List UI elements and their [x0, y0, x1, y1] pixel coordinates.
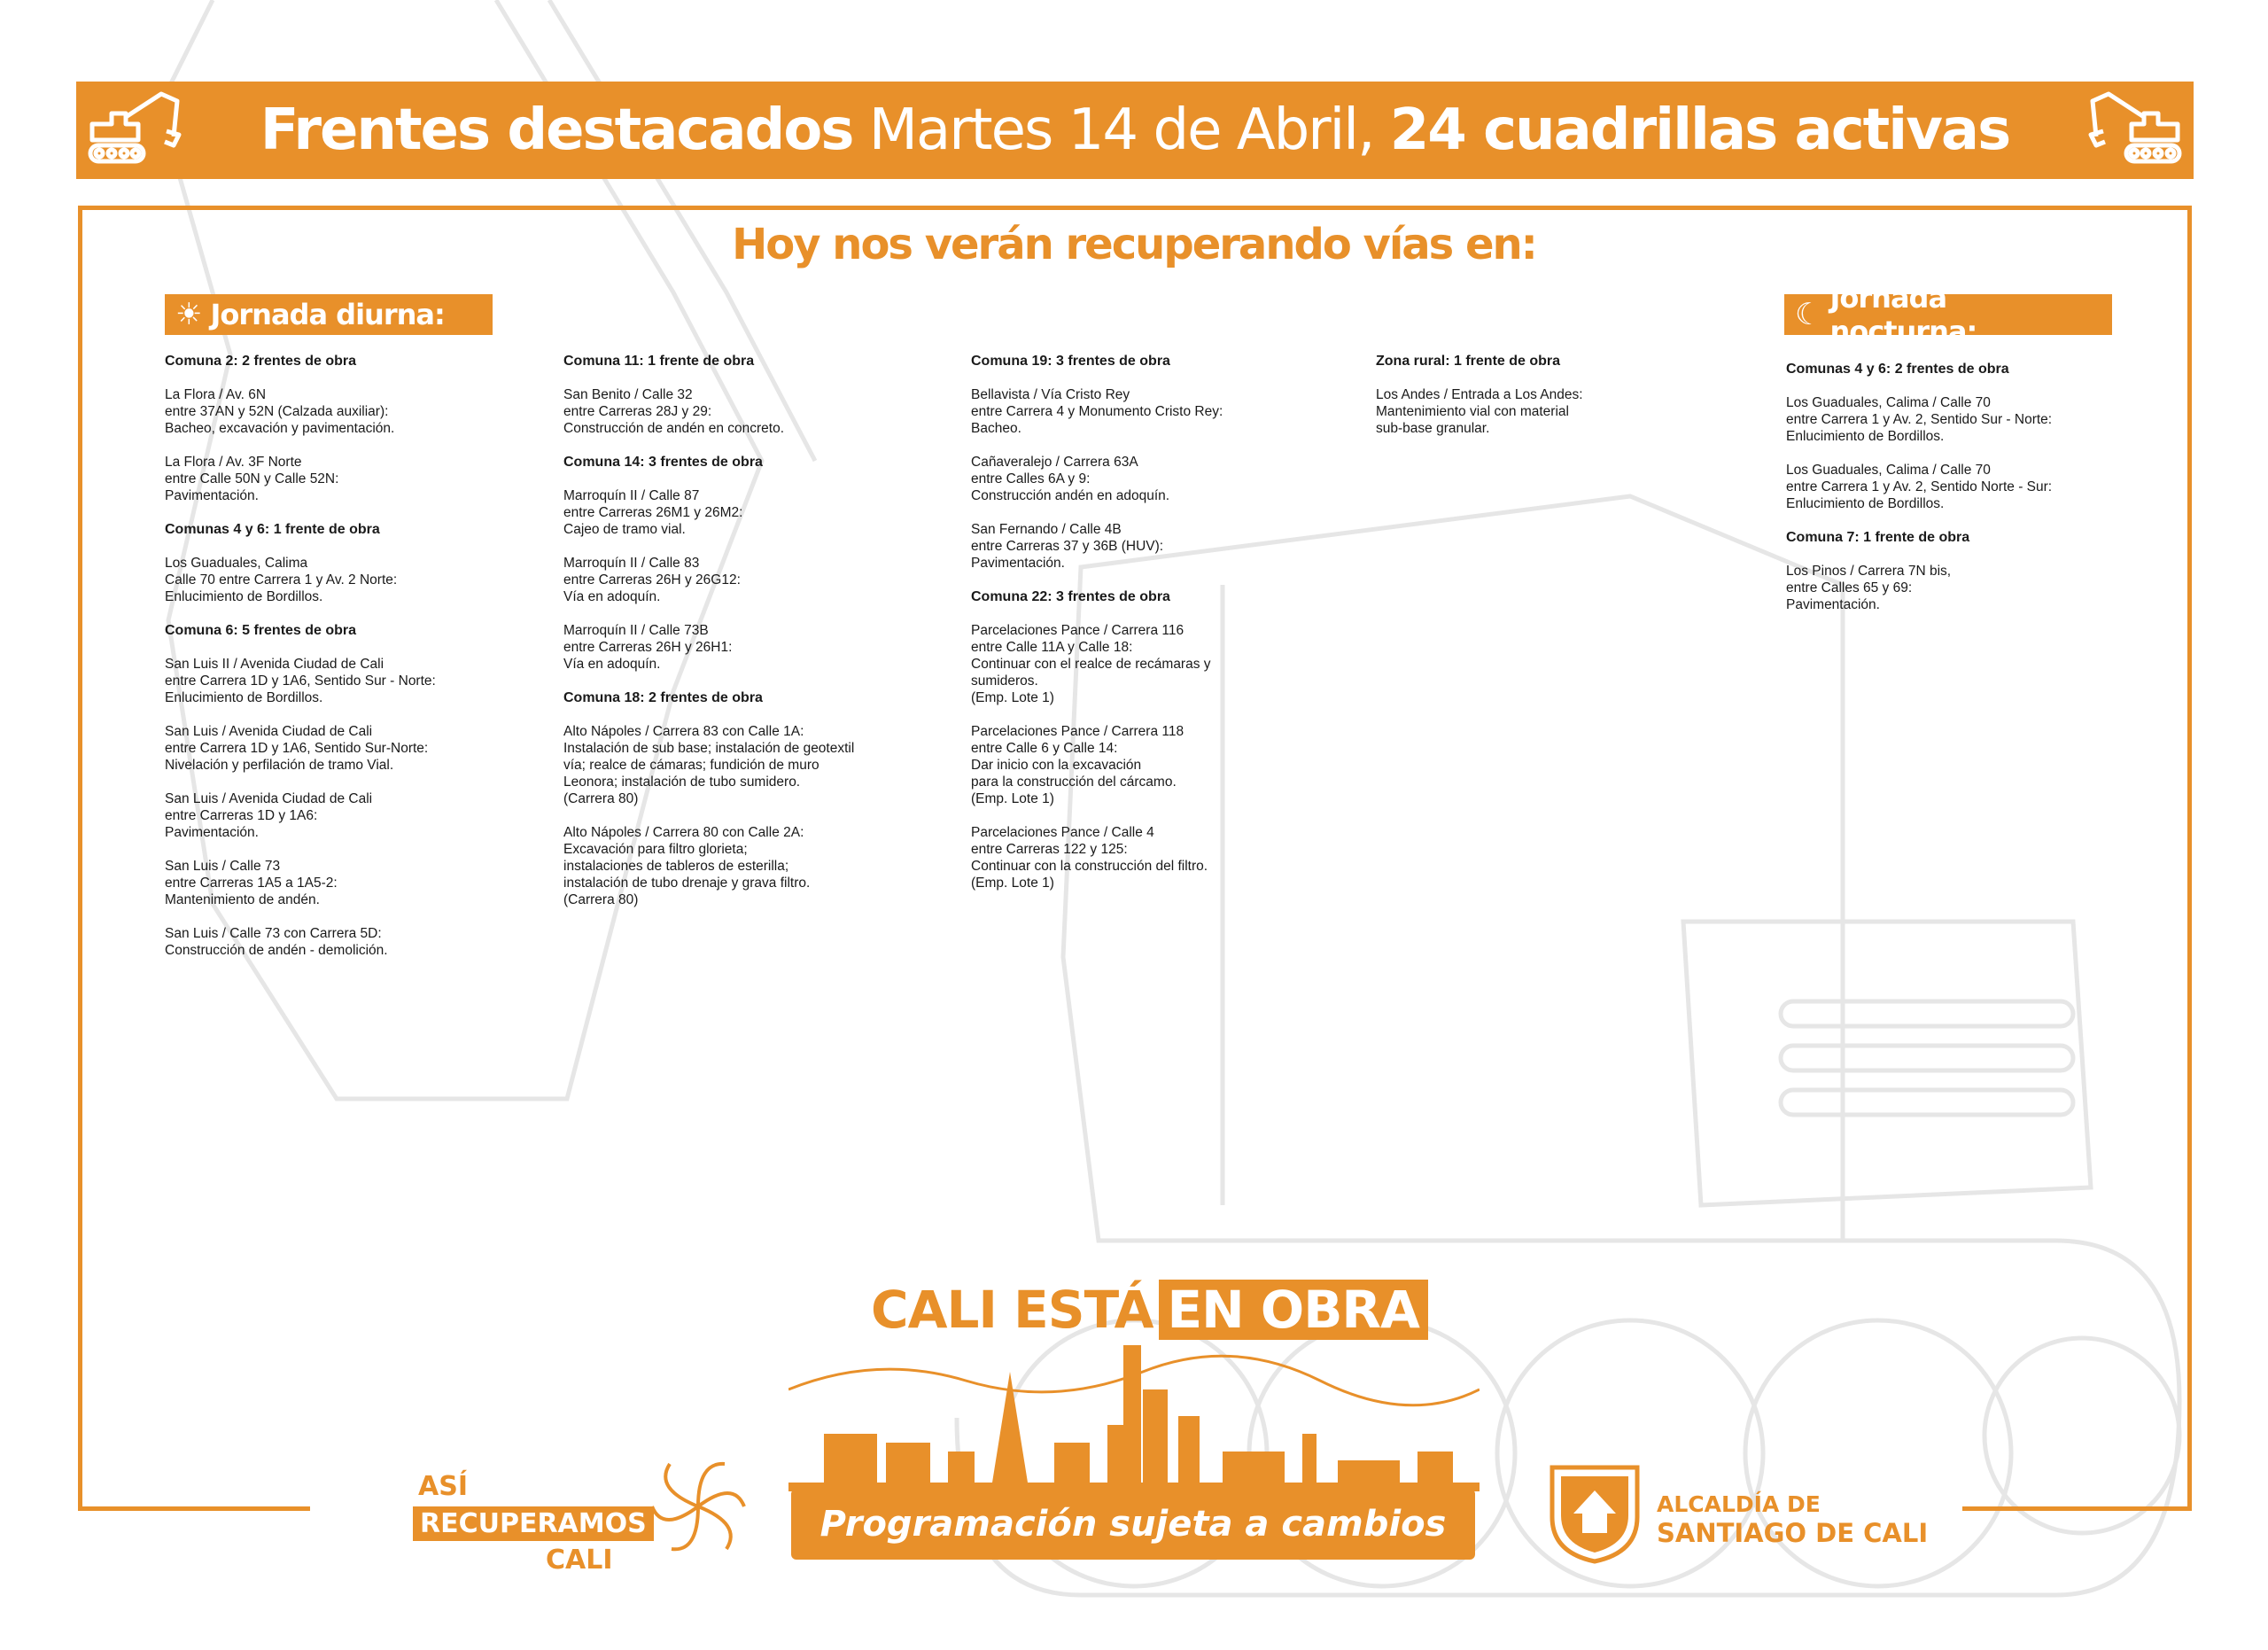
- work-front-line: entre Carrera 4 y Monumento Cristo Rey:: [971, 404, 1223, 419]
- work-front-line: Pavimentación.: [165, 488, 259, 503]
- work-front-line: Dar inicio con la excavación: [971, 758, 1142, 773]
- excavator-icon: [85, 89, 191, 174]
- work-front-line: Nivelación y perfilación de tramo Vial.: [165, 758, 394, 773]
- work-front-entry: [971, 824, 1343, 891]
- work-front-line: Instalación de sub base; instalación de geotextil: [563, 741, 855, 756]
- group-heading: Comuna 7: 1 frente de obra: [1786, 530, 1970, 545]
- work-front-entry: [971, 386, 1343, 437]
- work-front-line: entre Carreras 26M1 y 26M2:: [563, 505, 743, 520]
- work-front-line: Los Andes / Entrada a Los Andes:: [1376, 387, 1583, 402]
- work-front-entry: [165, 386, 519, 437]
- work-front-entry: [1786, 394, 2158, 445]
- cali-esta-text: CALI ESTÁ: [871, 1280, 1153, 1340]
- work-front-line: Parcelaciones Pance / Carrera 118: [971, 724, 1184, 739]
- work-front-line: (Emp. Lote 1): [971, 876, 1054, 891]
- work-front-line: Construcción de andén - demolición.: [165, 943, 388, 958]
- programacion-banner: Programación sujeta a cambios: [791, 1489, 1475, 1560]
- work-front-line: Bacheo, excavación y pavimentación.: [165, 421, 395, 436]
- work-front-entry: [563, 386, 918, 437]
- title-crews: 24 cuadrillas activas: [1389, 97, 2010, 163]
- work-front-line: Enlucimiento de Bordillos.: [165, 690, 323, 705]
- work-front-line: La Flora / Av. 3F Norte: [165, 455, 302, 470]
- group-heading: Comuna 22: 3 frentes de obra: [971, 589, 1170, 604]
- work-front-line: Mantenimiento vial con material: [1376, 404, 1569, 419]
- work-front-line: San Luis / Calle 73: [165, 859, 281, 874]
- work-front-entry: [165, 555, 519, 605]
- group-heading: Comunas 4 y 6: 2 frentes de obra: [1786, 362, 2009, 377]
- work-front-line: entre Carreras 37 y 36B (HUV):: [971, 539, 1164, 554]
- diurna-column-1: [165, 353, 519, 976]
- work-front-entry: [165, 790, 519, 841]
- work-front-line: entre Calles 65 y 69:: [1786, 580, 1913, 595]
- asi-logo-line1: ASÍ: [418, 1471, 468, 1502]
- jornada-diurna-label: Jornada diurna:: [210, 298, 445, 331]
- work-front-entry: [563, 487, 918, 538]
- work-front-line: Leonora; instalación de tubo sumidero.: [563, 774, 801, 790]
- work-front-entry: [563, 824, 918, 908]
- work-front-line: Alto Nápoles / Carrera 80 con Calle 2A:: [563, 825, 804, 840]
- work-front-line: para la construcción del cárcamo.: [971, 774, 1177, 790]
- work-front-line: Los Guaduales, Calima / Calle 70: [1786, 463, 1991, 478]
- work-front-line: entre Calle 50N y Calle 52N:: [165, 471, 339, 486]
- work-front-line: (Emp. Lote 1): [971, 690, 1054, 705]
- work-front-line: Vía en adoquín.: [563, 657, 661, 672]
- work-front-line: entre Carreras 28J y 29:: [563, 404, 712, 419]
- work-front-line: entre 37AN y 52N (Calzada auxiliar):: [165, 404, 389, 419]
- frame-divider: [1962, 1506, 2192, 1511]
- work-front-line: Parcelaciones Pance / Calle 4: [971, 825, 1154, 840]
- excavator-icon: [2078, 89, 2185, 174]
- work-front-line: Alto Nápoles / Carrera 83 con Calle 1A:: [563, 724, 804, 739]
- work-front-line: San Luis / Avenida Ciudad de Cali: [165, 724, 373, 739]
- asi-logo-line2: RECUPERAMOS: [413, 1506, 654, 1541]
- work-front-entry: [971, 521, 1343, 572]
- work-front-line: San Luis / Avenida Ciudad de Cali: [165, 791, 373, 806]
- work-front-line: entre Carreras 26H y 26G12:: [563, 572, 741, 588]
- work-front-line: Pavimentación.: [971, 556, 1065, 571]
- work-front-line: San Luis II / Avenida Ciudad de Cali: [165, 657, 384, 672]
- work-front-line: entre Calles 6A y 9:: [971, 471, 1091, 486]
- work-front-entry: [1786, 462, 2158, 512]
- work-front-line: Cañaveralejo / Carrera 63A: [971, 455, 1138, 470]
- work-front-line: Los Pinos / Carrera 7N bis,: [1786, 564, 1952, 579]
- diurna-column-3: [971, 353, 1343, 908]
- jornada-nocturna-label: Jornada nocturna:: [1829, 281, 1977, 348]
- city-skyline-illustration: [788, 1336, 1480, 1491]
- work-front-line: (Carrera 80): [563, 791, 639, 806]
- group-heading: Comuna 11: 1 frente de obra: [563, 354, 755, 369]
- work-front-line: entre Carreras 26H y 26H1:: [563, 640, 733, 655]
- work-front-line: Pavimentación.: [1786, 597, 1880, 612]
- title-bold: Frentes destacados: [260, 97, 853, 163]
- work-front-line: Construcción andén en adoquín.: [971, 488, 1170, 503]
- work-front-line: Los Guaduales, Calima: [165, 556, 308, 571]
- work-front-line: Continuar con la construcción del filtro.: [971, 859, 1208, 874]
- work-front-line: Los Guaduales, Calima / Calle 70: [1786, 395, 1991, 410]
- work-front-entry: [971, 723, 1343, 807]
- group-heading: Zona rural: 1 frente de obra: [1376, 354, 1561, 369]
- work-front-entry: [165, 858, 519, 908]
- work-front-line: Parcelaciones Pance / Carrera 116: [971, 623, 1184, 638]
- group-heading: Comuna 2: 2 frentes de obra: [165, 354, 357, 369]
- alcaldia-logo: [1657, 1490, 1928, 1547]
- work-front-line: Marroquín II / Calle 87: [563, 488, 700, 503]
- work-front-line: San Luis / Calle 73 con Carrera 5D:: [165, 926, 382, 941]
- nocturna-column: [1786, 361, 2158, 630]
- work-front-line: Bacheo.: [971, 421, 1021, 436]
- work-front-line: Mantenimiento de andén.: [165, 892, 320, 907]
- work-front-line: (Carrera 80): [563, 892, 639, 907]
- jornada-diurna-tag: [165, 294, 493, 335]
- header-banner: [76, 82, 2194, 179]
- work-front-line: Continuar con el realce de recámaras y: [971, 657, 1211, 672]
- frame-divider: [78, 1506, 310, 1511]
- work-front-line: Pavimentación.: [165, 825, 259, 840]
- work-front-line: Enlucimiento de Bordillos.: [1786, 429, 1945, 444]
- work-front-line: Marroquín II / Calle 73B: [563, 623, 709, 638]
- work-front-line: entre Carrera 1 y Av. 2, Sentido Norte - Sur:: [1786, 479, 2053, 494]
- work-front-line: vía; realce de cámaras; fundición de muro: [563, 758, 819, 773]
- work-front-line: entre Calle 6 y Calle 14:: [971, 741, 1118, 756]
- work-front-entry: [1786, 563, 2158, 613]
- cali-esta-en-obra-logo: [871, 1280, 1428, 1340]
- work-front-line: Marroquín II / Calle 83: [563, 556, 700, 571]
- group-heading: Comuna 19: 3 frentes de obra: [971, 354, 1170, 369]
- city-crest-icon: [1547, 1460, 1643, 1565]
- work-front-line: entre Carrera 1 y Av. 2, Sentido Sur - Norte:: [1786, 412, 2053, 427]
- work-front-line: instalaciones de tableros de esterilla;: [563, 859, 789, 874]
- pinwheel-icon: [645, 1453, 751, 1560]
- work-front-line: (Emp. Lote 1): [971, 791, 1054, 806]
- work-front-line: entre Carreras 1A5 a 1A5-2:: [165, 876, 338, 891]
- alcaldia-line1: ALCALDÍA DE: [1657, 1491, 1821, 1517]
- work-front-entry: [165, 656, 519, 706]
- diurna-column-2: [563, 353, 918, 925]
- work-front-entry: [563, 555, 918, 605]
- work-front-line: Bellavista / Vía Cristo Rey: [971, 387, 1130, 402]
- group-heading: Comuna 14: 3 frentes de obra: [563, 455, 763, 470]
- work-front-entry: [165, 723, 519, 774]
- alcaldia-line2: SANTIAGO DE CALI: [1657, 1518, 1929, 1548]
- work-front-line: Cajeo de tramo vial.: [563, 522, 686, 537]
- work-front-line: Calle 70 entre Carrera 1 y Av. 2 Norte:: [165, 572, 398, 588]
- work-front-line: entre Carreras 1D y 1A6:: [165, 808, 318, 823]
- work-front-line: entre Carrera 1D y 1A6, Sentido Sur - Norte:: [165, 673, 436, 689]
- work-front-line: instalación de tubo drenaje y grava filtro.: [563, 876, 811, 891]
- work-front-line: entre Calle 11A y Calle 18:: [971, 640, 1133, 655]
- work-front-entry: [563, 723, 918, 807]
- work-front-line: sub-base granular.: [1376, 421, 1490, 436]
- subtitle: Hoy nos verán recuperando vías en:: [732, 220, 1536, 269]
- work-front-line: sumideros.: [971, 673, 1038, 689]
- asi-logo-line3: CALI: [546, 1545, 613, 1576]
- work-front-line: La Flora / Av. 6N: [165, 387, 267, 402]
- work-front-line: entre Carrera 1D y 1A6, Sentido Sur-Norte:: [165, 741, 429, 756]
- work-front-entry: [165, 454, 519, 504]
- work-front-line: San Fernando / Calle 4B: [971, 522, 1122, 537]
- title-date: Martes 14 de Abril,: [868, 97, 1374, 163]
- work-front-line: entre Carreras 122 y 125:: [971, 842, 1128, 857]
- page-title: [260, 97, 2009, 163]
- work-front-line: Construcción de andén en concreto.: [563, 421, 785, 436]
- work-front-entry: [165, 925, 519, 959]
- en-obra-text: EN OBRA: [1159, 1280, 1428, 1340]
- work-front-entry: [971, 454, 1343, 504]
- work-front-entry: [1376, 386, 1713, 437]
- work-front-entry: [971, 622, 1343, 706]
- work-front-entry: [563, 622, 918, 673]
- work-front-line: Enlucimiento de Bordillos.: [165, 589, 323, 604]
- work-front-line: Enlucimiento de Bordillos.: [1786, 496, 1945, 511]
- moon-icon: ☾: [1795, 297, 1821, 332]
- group-heading: Comuna 18: 2 frentes de obra: [563, 690, 763, 705]
- sun-icon: ☀: [175, 297, 202, 332]
- diurna-column-4: [1376, 353, 1713, 454]
- jornada-nocturna-tag: [1784, 281, 2112, 348]
- work-front-line: San Benito / Calle 32: [563, 387, 693, 402]
- work-front-line: Vía en adoquín.: [563, 589, 661, 604]
- work-front-line: Excavación para filtro glorieta;: [563, 842, 748, 857]
- group-heading: Comuna 6: 5 frentes de obra: [165, 623, 357, 638]
- group-heading: Comunas 4 y 6: 1 frente de obra: [165, 522, 380, 537]
